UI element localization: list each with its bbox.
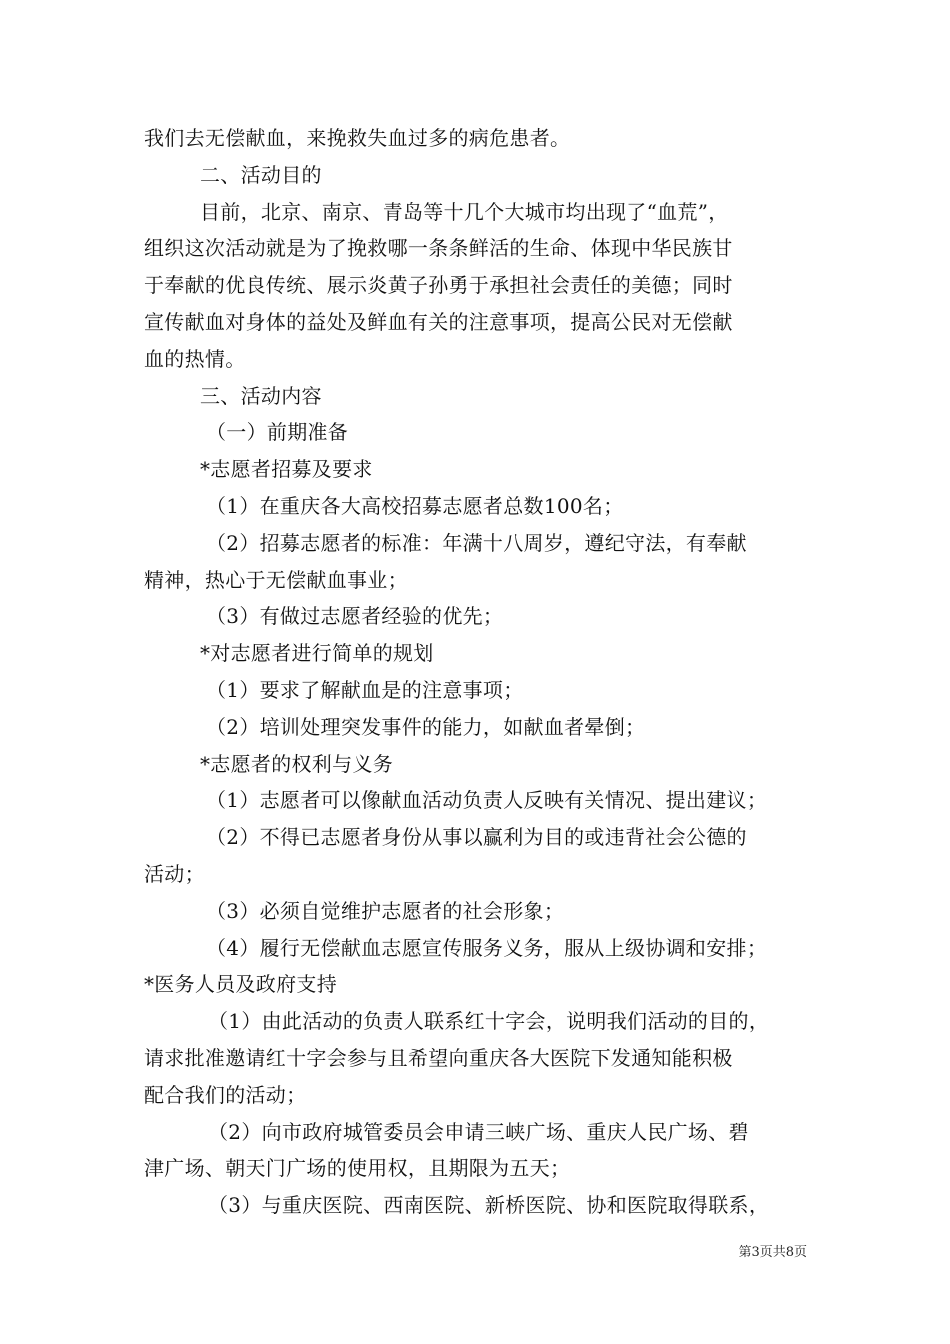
body-line: 于奉献的优良传统、展示炎黄子孙勇于承担社会责任的美德；同时 (144, 273, 733, 298)
list-item: （2）招募志愿者的标准：年满十八周岁，遵纪守法，有奉献 (206, 530, 747, 555)
section-heading: 二、活动目的 (200, 162, 322, 187)
bullet-heading: *医务人员及政府支持 (144, 972, 337, 997)
body-line: 组织这次活动就是为了挽救哪一条条鲜活的生命、体现中华民族甘 (144, 236, 733, 261)
list-item: （1）志愿者可以像献血活动负责人反映有关情况、提出建议； (206, 788, 768, 813)
page-number: 第3页共8页 (738, 1245, 807, 1260)
list-item: （2）培训处理突发事件的能力，如献血者晕倒； (206, 714, 646, 739)
body-line: 配合我们的活动； (144, 1082, 307, 1107)
list-item: （2）向市政府城管委员会申请三峡广场、重庆人民广场、碧 (208, 1119, 749, 1144)
body-line: 血的热情。 (144, 346, 246, 371)
list-item: （1）要求了解献血是的注意事项； (206, 677, 524, 702)
body-line: 请求批准邀请红十字会参与且希望向重庆各大医院下发通知能积极 (144, 1045, 733, 1070)
body-line: 津广场、朝天门广场的使用权，且期限为五天； (144, 1156, 571, 1181)
body-line: 宣传献血对身体的益处及鲜血有关的注意事项，提高公民对无偿献 (144, 309, 733, 334)
document-body (144, 120, 814, 1224)
bullet-heading: *志愿者招募及要求 (200, 457, 373, 482)
bullet-heading: *志愿者的权利与义务 (200, 751, 393, 776)
list-item: （1）在重庆各大高校招募志愿者总数100名； (206, 493, 624, 518)
list-item: （4）履行无偿献血志愿宣传服务义务，服从上级协调和安排； (206, 935, 768, 960)
subsection-heading: （一）前期准备 (206, 420, 349, 445)
body-line: 活动； (144, 861, 205, 886)
list-item: （3）必须自觉维护志愿者的社会形象； (206, 898, 565, 923)
body-line: 精神，热心于无偿献血事业； (144, 567, 408, 592)
list-item: （3）与重庆医院、西南医院、新桥医院、协和医院取得联系， (208, 1193, 770, 1218)
body-line: 目前，北京、南京、青岛等十几个大城市均出现了“血荒”， (200, 199, 729, 224)
list-item: （1）由此活动的负责人联系红十字会，说明我们活动的目的， (208, 1009, 770, 1034)
body-line: 我们去无偿献血，来挽救失血过多的病危患者。 (144, 126, 571, 150)
list-item: （2）不得已志愿者身份从事以赢利为目的或违背社会公德的 (206, 825, 747, 850)
section-heading: 三、活动内容 (200, 383, 322, 408)
bullet-heading: *对志愿者进行简单的规划 (200, 641, 434, 666)
list-item: （3）有做过志愿者经验的优先； (206, 604, 504, 629)
